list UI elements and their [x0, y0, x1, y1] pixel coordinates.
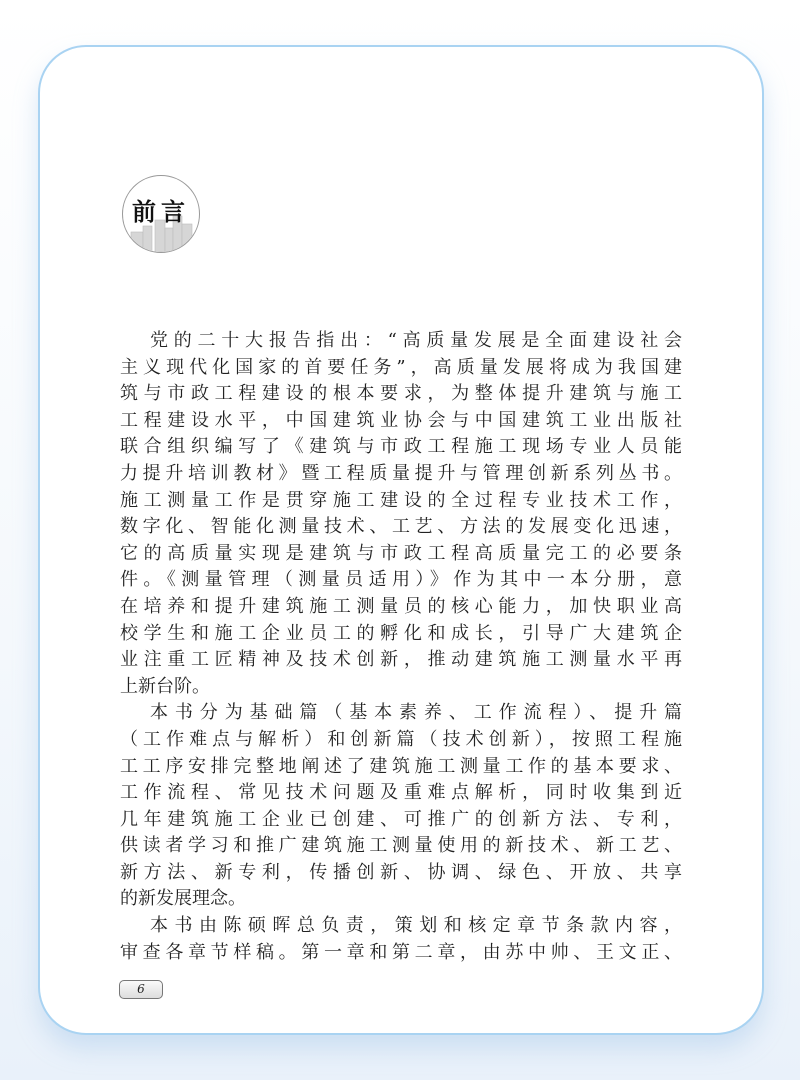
text-line: 校学生和施工企业员工的孵化和成长，引导广大建筑企: [120, 622, 682, 644]
text-line: 工程建设水平，中国建筑业协会与中国建筑工业出版社: [120, 409, 682, 431]
page-title: 前言: [132, 198, 190, 226]
text-line: 在培养和提升建筑施工测量员的核心能力，加快职业高: [120, 595, 682, 617]
text-line: 它的高质量实现是建筑与市政工程高质量完工的必要条: [120, 542, 682, 564]
text-line: 联合组织编写了《建筑与市政工程施工现场专业人员能: [120, 436, 682, 458]
text-line: 本书由陈硕晖总负责，策划和核定章节条款内容，: [150, 915, 682, 937]
text-line: （工作难点与解析）和创新篇（技术创新），按照工程施: [120, 728, 682, 750]
page-number: 6: [119, 980, 163, 999]
text-line: 的新发展理念。: [120, 888, 246, 910]
text-line: 主义现代化国家的首要任务”，高质量发展将成为我国建: [120, 356, 682, 378]
text-line: 上新台阶。: [120, 675, 210, 697]
text-line: 工作流程、常见技术问题及重难点解析，同时收集到近: [120, 782, 682, 804]
text-line: 工工序安排完整地阐述了建筑施工测量工作的基本要求、: [120, 755, 682, 777]
text-line: 审查各章节样稿。第一章和第二章，由苏中帅、王文正、: [120, 941, 682, 963]
text-line: 几年建筑施工企业已创建、可推广的创新方法、专利，: [120, 808, 682, 830]
text-line: 党的二十大报告指出：“高质量发展是全面建设社会: [150, 330, 682, 351]
text-line: 业注重工匠精神及技术创新，推动建筑施工测量水平再: [120, 649, 682, 671]
text-line: 件。《测量管理（测量员适用）》作为其中一本分册，意: [120, 569, 682, 591]
chapter-heading-badge: [122, 175, 200, 253]
text-line: 数字化、智能化测量技术、工艺、方法的发展变化迅速，: [120, 516, 682, 538]
text-line: 筑与市政工程建设的根本要求，为整体提升建筑与施工: [120, 383, 682, 405]
text-line: 新方法、新专利，传播创新、协调、绿色、开放、共享: [120, 861, 682, 883]
preface-body: [120, 328, 682, 966]
text-line: 本书分为基础篇（基本素养、工作流程）、提升篇: [150, 702, 682, 724]
text-line: 供读者学习和推广建筑施工测量使用的新技术、新工艺、: [120, 835, 682, 857]
text-line: 力提升培训教材》暨工程质量提升与管理创新系列丛书。: [120, 462, 682, 484]
text-line: 施工测量工作是贯穿施工建设的全过程专业技术工作，: [120, 489, 682, 511]
